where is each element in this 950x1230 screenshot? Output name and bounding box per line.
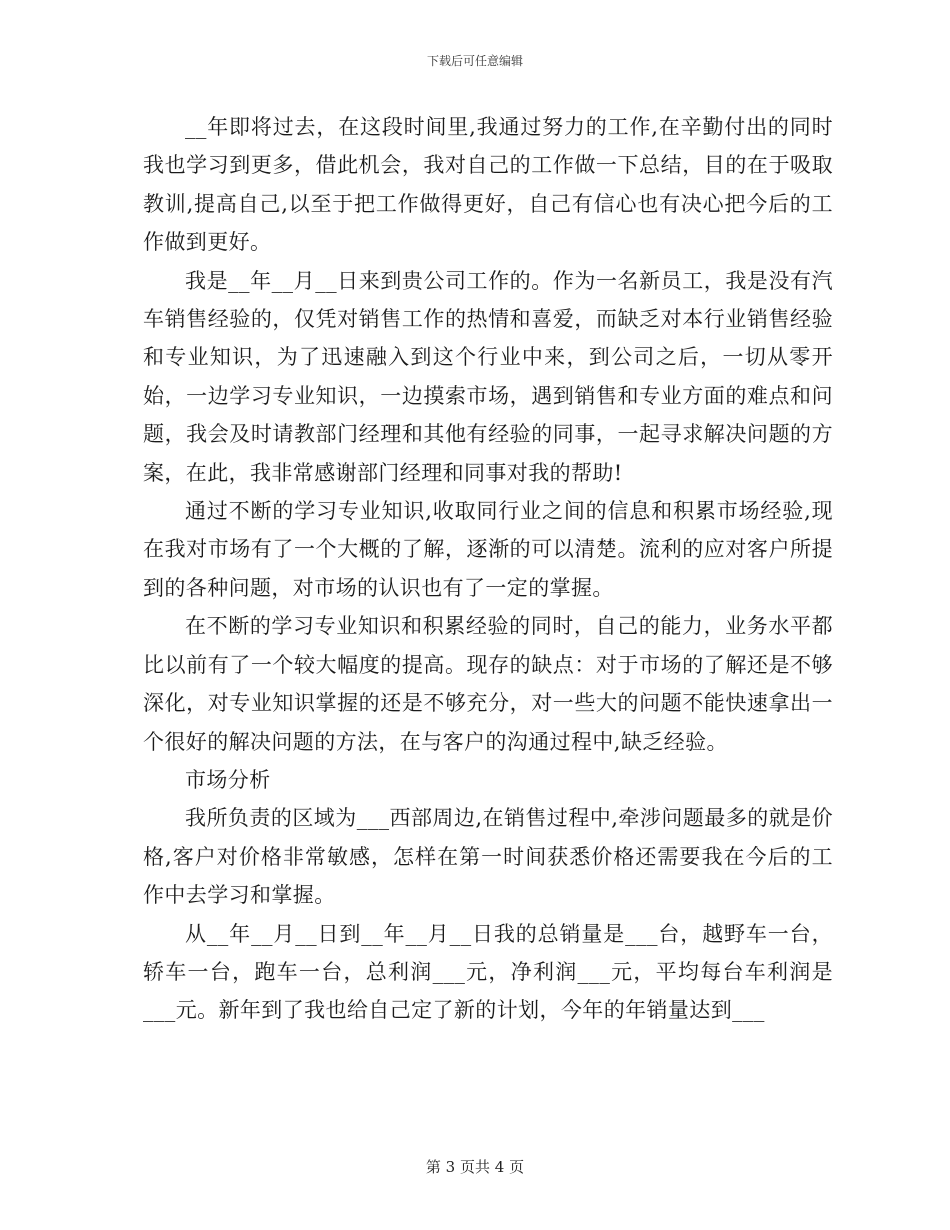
page-header: 下载后可任意编辑 xyxy=(426,54,523,68)
paragraph-background: 我是__年__月__日来到贵公司工作的。作为一名新员工，我是没有汽车销售经验的，仅凭对销售工作的热情和喜爱，而缺乏对本行业销售经验和专业知识，为了迅速融入到这个行业中来，到公司之后，一切从零开始，一边学习专业知识，一边摸索市场，遇到销售和专业方面的难点和问题，我会及时请教部门经理和其他有经验的同事，一起寻求解决问题的方案，在此，我非常感谢部门经理和同事对我的帮助! xyxy=(143,268,833,485)
page-number: 第 3 页共 4 页 xyxy=(425,1158,525,1176)
section-heading-market-analysis: 市场分析 xyxy=(185,767,271,792)
document-body xyxy=(143,108,833,1030)
paragraph-learning: 通过不断的学习专业知识,收取同行业之间的信息和积累市场经验,现在我对市场有了一个大概的了解，逐渐的可以清楚。流利的应对客户所提到的各种问题，对市场的认识也有了一定的掌握。 xyxy=(143,499,833,600)
paragraph-sales-figures: 从__年__月__日到__年__月__日我的总销量是___台，越野车一台，轿车一台，跑车一台，总利润___元，净利润___元，平均每台车利润是___元。新年到了我也给自己定了新的计划，今年的年销量达到___ xyxy=(143,921,833,1023)
paragraph-shortcomings: 在不断的学习专业知识和积累经验的同时，自己的能力，业务水平都比以前有了一个较大幅度的提高。现存的缺点：对于市场的了解还是不够深化，对专业知识掌握的还是不够充分，对一些大的问题不能快速拿出一个很好的解决问题的方法，在与客户的沟通过程中,缺乏经验。 xyxy=(143,614,833,754)
paragraph-intro: __年即将过去，在这段时间里,我通过努力的工作,在辛勤付出的同时我也学习到更多，借此机会，我对自己的工作做一下总结，目的在于吸取教训,提高自己,以至于把工作做得更好，自己有信心也有决心把今后的工作做到更好。 xyxy=(143,115,833,255)
paragraph-region: 我所负责的区域为___西部周边,在销售过程中,牵涉问题最多的就是价格,客户对价格非常敏感，怎样在第一时间获悉价格还需要我在今后的工作中去学习和掌握。 xyxy=(143,806,833,908)
